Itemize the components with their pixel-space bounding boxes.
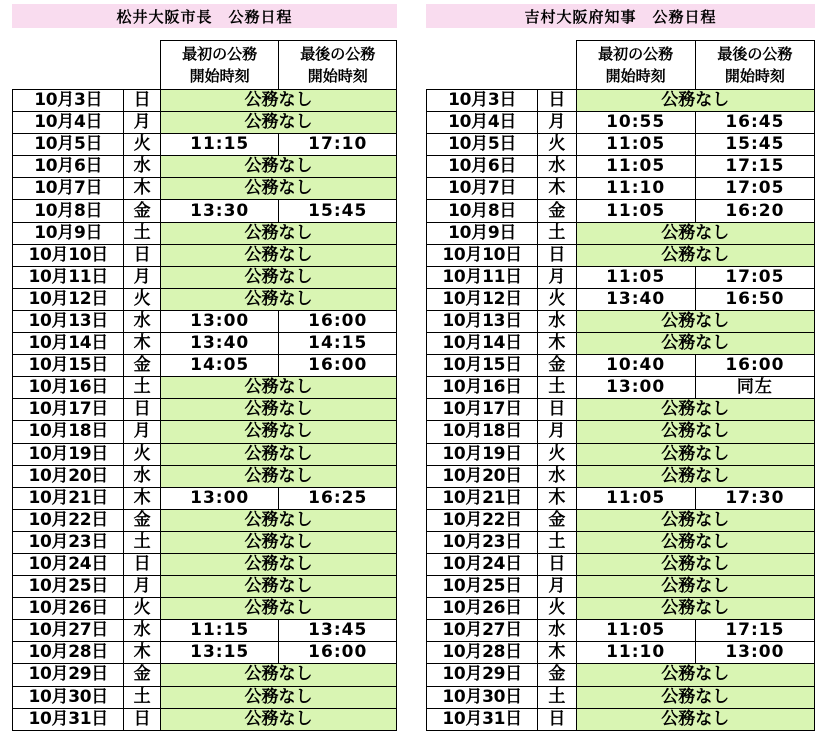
date-cell: 10月11日 [427, 266, 538, 288]
table-row [427, 509, 815, 531]
last-start-time: 14:15 [279, 333, 397, 355]
weekday-cell: 月 [538, 421, 576, 443]
weekday-cell: 土 [124, 222, 160, 244]
header-first-start: 最初の公務 開始時刻 [160, 41, 279, 90]
date-cell: 10月13日 [427, 310, 538, 332]
date-cell: 10月17日 [427, 399, 538, 421]
weekday-cell: 木 [124, 642, 160, 664]
date-cell: 10月27日 [13, 620, 124, 642]
first-start-time: 11:05 [576, 487, 695, 509]
no-duty-cell: 公務なし [160, 266, 396, 288]
last-start-time: 16:45 [695, 112, 814, 134]
matsui-schedule-body [13, 90, 397, 731]
first-start-time: 14:05 [160, 355, 279, 377]
no-duty-cell: 公務なし [160, 686, 396, 708]
table-row [13, 686, 397, 708]
weekday-cell: 金 [538, 200, 576, 222]
no-duty-cell: 公務なし [160, 288, 396, 310]
header-row [427, 41, 815, 90]
table-row [427, 421, 815, 443]
date-cell: 10月11日 [13, 266, 124, 288]
no-duty-cell: 公務なし [576, 90, 814, 112]
table-row [427, 222, 815, 244]
no-duty-cell: 公務なし [576, 222, 814, 244]
last-start-time: 17:05 [695, 266, 814, 288]
weekday-cell: 金 [538, 509, 576, 531]
date-cell: 10月19日 [427, 443, 538, 465]
header-first-start: 最初の公務 開始時刻 [576, 41, 695, 90]
no-duty-cell: 公務なし [576, 598, 814, 620]
date-cell: 10月25日 [427, 576, 538, 598]
table-row [427, 112, 815, 134]
matsui-schedule-title: 松井大阪市長 公務日程 [12, 4, 397, 28]
no-duty-cell: 公務なし [160, 664, 396, 686]
header-last-start: 最後の公務 開始時刻 [279, 41, 397, 90]
weekday-cell: 土 [538, 686, 576, 708]
table-row [13, 333, 397, 355]
weekday-cell: 月 [124, 266, 160, 288]
weekday-cell: 木 [124, 178, 160, 200]
date-cell: 10月5日 [13, 134, 124, 156]
yoshimura-schedule-body [427, 90, 815, 731]
weekday-cell: 金 [538, 664, 576, 686]
weekday-cell: 火 [538, 134, 576, 156]
no-duty-cell: 公務なし [576, 686, 814, 708]
table-row [13, 620, 397, 642]
weekday-cell: 土 [538, 377, 576, 399]
table-row [427, 134, 815, 156]
last-start-time: 16:20 [695, 200, 814, 222]
date-cell: 10月30日 [427, 686, 538, 708]
header-blank [13, 41, 161, 90]
weekday-cell: 火 [538, 598, 576, 620]
date-cell: 10月21日 [427, 487, 538, 509]
last-start-time: 17:10 [279, 134, 397, 156]
first-start-time: 11:05 [576, 134, 695, 156]
date-cell: 10月25日 [13, 576, 124, 598]
no-duty-cell: 公務なし [160, 222, 396, 244]
table-row [13, 576, 397, 598]
table-row [13, 90, 397, 112]
weekday-cell: 日 [538, 553, 576, 575]
date-cell: 10月31日 [13, 708, 124, 730]
weekday-cell: 土 [538, 531, 576, 553]
table-row [13, 598, 397, 620]
last-start-time: 同左 [695, 377, 814, 399]
date-cell: 10月28日 [427, 642, 538, 664]
no-duty-cell: 公務なし [160, 576, 396, 598]
weekday-cell: 日 [538, 244, 576, 266]
first-start-time: 11:10 [576, 642, 695, 664]
first-start-time: 13:40 [160, 333, 279, 355]
weekday-cell: 日 [538, 399, 576, 421]
table-row [427, 333, 815, 355]
date-cell: 10月18日 [13, 421, 124, 443]
weekday-cell: 火 [124, 598, 160, 620]
weekday-cell: 火 [124, 288, 160, 310]
weekday-cell: 日 [124, 708, 160, 730]
table-row [427, 708, 815, 730]
weekday-cell: 木 [538, 487, 576, 509]
table-row [13, 443, 397, 465]
no-duty-cell: 公務なし [576, 421, 814, 443]
date-cell: 10月6日 [427, 156, 538, 178]
table-row [427, 465, 815, 487]
no-duty-cell: 公務なし [576, 509, 814, 531]
last-start-time: 16:00 [695, 355, 814, 377]
no-duty-cell: 公務なし [576, 333, 814, 355]
no-duty-cell: 公務なし [160, 708, 396, 730]
date-cell: 10月23日 [13, 531, 124, 553]
date-cell: 10月7日 [13, 178, 124, 200]
table-row [13, 134, 397, 156]
weekday-cell: 日 [538, 708, 576, 730]
first-start-time: 11:15 [160, 620, 279, 642]
date-cell: 10月28日 [13, 642, 124, 664]
weekday-cell: 水 [538, 310, 576, 332]
date-cell: 10月7日 [427, 178, 538, 200]
date-cell: 10月8日 [13, 200, 124, 222]
weekday-cell: 日 [538, 90, 576, 112]
first-start-time: 11:05 [576, 620, 695, 642]
last-start-time: 17:30 [695, 487, 814, 509]
table-row [427, 178, 815, 200]
weekday-cell: 木 [538, 333, 576, 355]
date-cell: 10月4日 [427, 112, 538, 134]
date-cell: 10月10日 [427, 244, 538, 266]
no-duty-cell: 公務なし [160, 112, 396, 134]
no-duty-cell: 公務なし [160, 244, 396, 266]
date-cell: 10月26日 [13, 598, 124, 620]
last-start-time: 16:00 [279, 310, 397, 332]
weekday-cell: 火 [538, 288, 576, 310]
table-row [427, 553, 815, 575]
no-duty-cell: 公務なし [576, 531, 814, 553]
weekday-cell: 木 [538, 178, 576, 200]
table-row [13, 465, 397, 487]
no-duty-cell: 公務なし [576, 553, 814, 575]
date-cell: 10月16日 [427, 377, 538, 399]
weekday-cell: 月 [538, 266, 576, 288]
no-duty-cell: 公務なし [160, 509, 396, 531]
weekday-cell: 火 [538, 443, 576, 465]
weekday-cell: 金 [124, 509, 160, 531]
weekday-cell: 金 [124, 200, 160, 222]
first-start-time: 10:40 [576, 355, 695, 377]
yoshimura-schedule-table [426, 40, 815, 731]
date-cell: 10月15日 [427, 355, 538, 377]
no-duty-cell: 公務なし [576, 443, 814, 465]
table-row [13, 222, 397, 244]
table-row [13, 310, 397, 332]
date-cell: 10月22日 [13, 509, 124, 531]
first-start-time: 10:55 [576, 112, 695, 134]
first-start-time: 13:40 [576, 288, 695, 310]
weekday-cell: 土 [124, 531, 160, 553]
last-start-time: 16:25 [279, 487, 397, 509]
weekday-cell: 水 [124, 310, 160, 332]
date-cell: 10月15日 [13, 355, 124, 377]
table-row [427, 377, 815, 399]
last-start-time: 16:50 [695, 288, 814, 310]
table-row [13, 642, 397, 664]
date-cell: 10月27日 [427, 620, 538, 642]
no-duty-cell: 公務なし [160, 443, 396, 465]
table-row [427, 156, 815, 178]
weekday-cell: 土 [124, 377, 160, 399]
weekday-cell: 日 [124, 553, 160, 575]
date-cell: 10月21日 [13, 487, 124, 509]
weekday-cell: 水 [538, 465, 576, 487]
table-row [427, 686, 815, 708]
table-row [427, 576, 815, 598]
last-start-time: 17:15 [695, 156, 814, 178]
last-start-time: 15:45 [279, 200, 397, 222]
date-cell: 10月10日 [13, 244, 124, 266]
date-cell: 10月22日 [427, 509, 538, 531]
weekday-cell: 木 [538, 642, 576, 664]
no-duty-cell: 公務なし [576, 708, 814, 730]
date-cell: 10月14日 [13, 333, 124, 355]
no-duty-cell: 公務なし [160, 178, 396, 200]
no-duty-cell: 公務なし [576, 244, 814, 266]
table-row [427, 487, 815, 509]
weekday-cell: 月 [538, 576, 576, 598]
table-row [13, 377, 397, 399]
table-row [427, 531, 815, 553]
first-start-time: 11:05 [576, 156, 695, 178]
date-cell: 10月12日 [427, 288, 538, 310]
yoshimura-schedule-title: 吉村大阪府知事 公務日程 [426, 4, 815, 28]
date-cell: 10月8日 [427, 200, 538, 222]
table-row [13, 487, 397, 509]
weekday-cell: 日 [124, 90, 160, 112]
table-row [427, 90, 815, 112]
last-start-time: 15:45 [695, 134, 814, 156]
weekday-cell: 金 [538, 355, 576, 377]
table-row [13, 708, 397, 730]
last-start-time: 13:45 [279, 620, 397, 642]
no-duty-cell: 公務なし [160, 553, 396, 575]
last-start-time: 16:00 [279, 642, 397, 664]
date-cell: 10月23日 [427, 531, 538, 553]
weekday-cell: 月 [124, 576, 160, 598]
date-cell: 10月20日 [427, 465, 538, 487]
no-duty-cell: 公務なし [576, 310, 814, 332]
no-duty-cell: 公務なし [160, 598, 396, 620]
weekday-cell: 日 [124, 244, 160, 266]
table-row [427, 620, 815, 642]
weekday-cell: 木 [124, 333, 160, 355]
date-cell: 10月3日 [13, 90, 124, 112]
weekday-cell: 木 [124, 487, 160, 509]
table-row [13, 664, 397, 686]
table-row [427, 664, 815, 686]
table-row [427, 266, 815, 288]
weekday-cell: 火 [124, 134, 160, 156]
date-cell: 10月31日 [427, 708, 538, 730]
table-row [427, 642, 815, 664]
date-cell: 10月17日 [13, 399, 124, 421]
weekday-cell: 月 [124, 421, 160, 443]
first-start-time: 13:00 [160, 310, 279, 332]
date-cell: 10月3日 [427, 90, 538, 112]
last-start-time: 17:15 [695, 620, 814, 642]
date-cell: 10月9日 [427, 222, 538, 244]
table-row [13, 200, 397, 222]
weekday-cell: 水 [124, 465, 160, 487]
first-start-time: 11:05 [576, 200, 695, 222]
table-row [13, 355, 397, 377]
date-cell: 10月12日 [13, 288, 124, 310]
no-duty-cell: 公務なし [576, 399, 814, 421]
weekday-cell: 水 [124, 156, 160, 178]
date-cell: 10月5日 [427, 134, 538, 156]
date-cell: 10月18日 [427, 421, 538, 443]
no-duty-cell: 公務なし [160, 465, 396, 487]
table-row [13, 399, 397, 421]
no-duty-cell: 公務なし [576, 576, 814, 598]
date-cell: 10月24日 [427, 553, 538, 575]
weekday-cell: 水 [538, 620, 576, 642]
table-row [427, 443, 815, 465]
weekday-cell: 金 [124, 664, 160, 686]
weekday-cell: 日 [124, 399, 160, 421]
weekday-cell: 月 [538, 112, 576, 134]
no-duty-cell: 公務なし [160, 421, 396, 443]
weekday-cell: 土 [538, 222, 576, 244]
first-start-time: 13:30 [160, 200, 279, 222]
last-start-time: 16:00 [279, 355, 397, 377]
date-cell: 10月26日 [427, 598, 538, 620]
table-row [13, 266, 397, 288]
no-duty-cell: 公務なし [160, 90, 396, 112]
first-start-time: 11:10 [576, 178, 695, 200]
yoshimura-schedule-panel [426, 4, 815, 731]
header-blank [427, 41, 577, 90]
first-start-time: 13:00 [576, 377, 695, 399]
first-start-time: 11:15 [160, 134, 279, 156]
header-row [13, 41, 397, 90]
table-row [427, 244, 815, 266]
first-start-time: 13:00 [160, 487, 279, 509]
table-row [13, 553, 397, 575]
date-cell: 10月9日 [13, 222, 124, 244]
weekday-cell: 水 [124, 620, 160, 642]
date-cell: 10月30日 [13, 686, 124, 708]
table-row [427, 288, 815, 310]
matsui-schedule-panel [12, 4, 397, 731]
no-duty-cell: 公務なし [160, 531, 396, 553]
table-row [427, 355, 815, 377]
date-cell: 10月19日 [13, 443, 124, 465]
weekday-cell: 月 [124, 112, 160, 134]
table-row [13, 112, 397, 134]
date-cell: 10月13日 [13, 310, 124, 332]
date-cell: 10月24日 [13, 553, 124, 575]
date-cell: 10月20日 [13, 465, 124, 487]
date-cell: 10月16日 [13, 377, 124, 399]
last-start-time: 13:00 [695, 642, 814, 664]
table-row [13, 509, 397, 531]
first-start-time: 13:15 [160, 642, 279, 664]
date-cell: 10月29日 [427, 664, 538, 686]
matsui-schedule-table [12, 40, 397, 731]
no-duty-cell: 公務なし [160, 377, 396, 399]
table-row [427, 399, 815, 421]
no-duty-cell: 公務なし [160, 399, 396, 421]
last-start-time: 17:05 [695, 178, 814, 200]
no-duty-cell: 公務なし [576, 664, 814, 686]
table-row [13, 178, 397, 200]
weekday-cell: 金 [124, 355, 160, 377]
header-last-start: 最後の公務 開始時刻 [695, 41, 814, 90]
first-start-time: 11:05 [576, 266, 695, 288]
table-row [13, 288, 397, 310]
no-duty-cell: 公務なし [576, 465, 814, 487]
date-cell: 10月4日 [13, 112, 124, 134]
table-row [427, 310, 815, 332]
date-cell: 10月6日 [13, 156, 124, 178]
date-cell: 10月29日 [13, 664, 124, 686]
table-row [13, 531, 397, 553]
no-duty-cell: 公務なし [160, 156, 396, 178]
table-row [13, 244, 397, 266]
table-row [427, 598, 815, 620]
table-row [13, 156, 397, 178]
table-row [427, 200, 815, 222]
table-row [13, 421, 397, 443]
weekday-cell: 水 [538, 156, 576, 178]
weekday-cell: 火 [124, 443, 160, 465]
weekday-cell: 土 [124, 686, 160, 708]
date-cell: 10月14日 [427, 333, 538, 355]
